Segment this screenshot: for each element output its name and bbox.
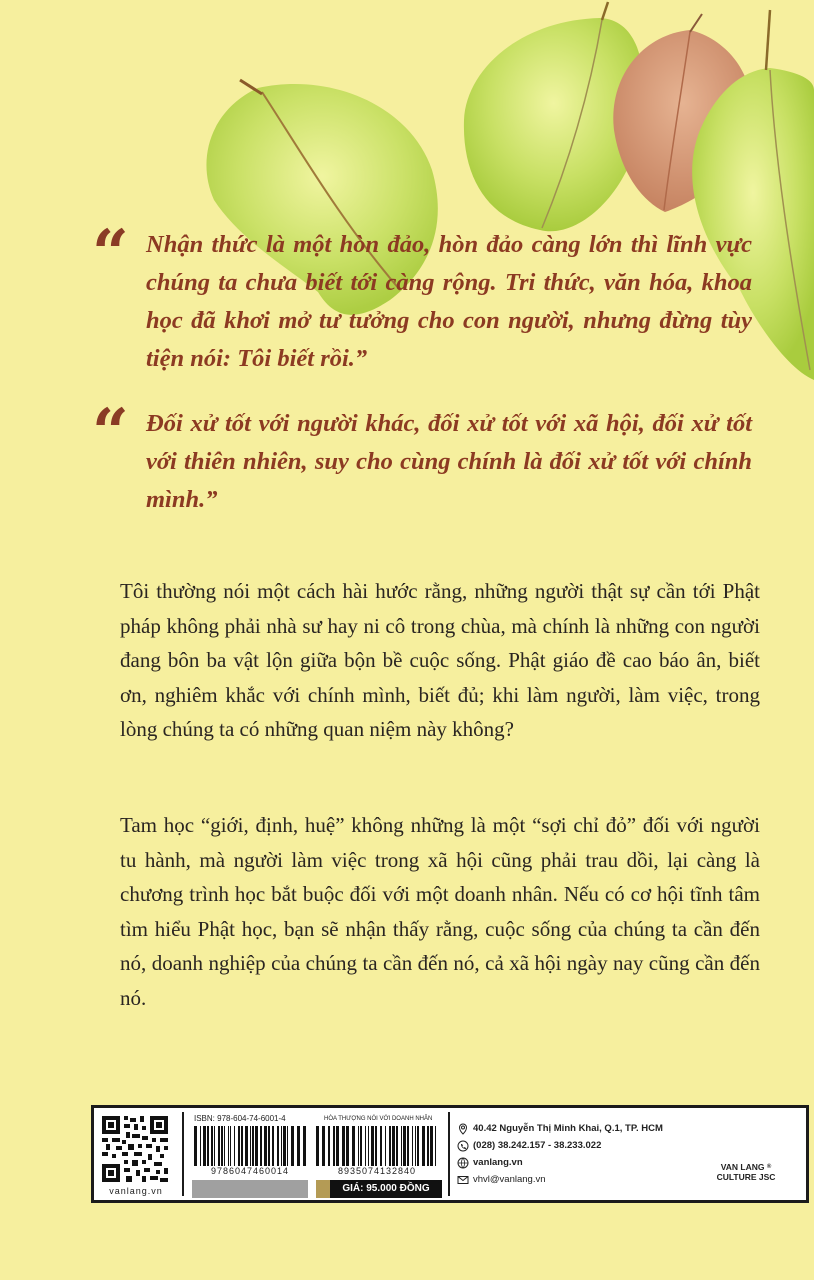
globe-icon [456,1157,470,1169]
body-paragraph-2: Tam học “giới, định, huệ” không những là một “sợi chỉ đỏ” đối với người tu hành, mà người làm việc trong xã hội cũng phải trau dồi, lại càng là chương trình học bắt buộc đối với một doanh nhân. Nếu có cơ hội tĩnh tâm tìm hiểu Phật học, bạn sẽ nhận thấy rằng, cuộc sống của chúng ta cần đến nó, doanh nghiệp của chúng ta cần đến nó, cả xã hội ngày nay cũng cần đến nó. [120,813,760,1010]
qr-url: vanlang.vn [109,1186,163,1196]
publisher-logo: VAN LANG ® CULTURE JSC [716,1162,776,1182]
barcode-info-box [91,1105,809,1203]
quote-block-2 [92,395,752,519]
email-text[interactable]: vhvl@vanlang.vn [473,1174,546,1185]
grey-bar [192,1180,308,1198]
price-label: GIÁ: 95.000 ĐỒNG [330,1180,442,1198]
body-paragraph-1: Tôi thường nói một cách hài hước rằng, những người thật sự cần tới Phật pháp không phải nhà sư hay ni cô trong chùa, mà chính là những con người đang bôn ba vật lộn giữa bộn bề cuộc sống. Phật giáo đề cao báo ân, biết ơn, nghiêm khắc với chính mình, biết đủ; khi làm người, làm việc, trong lòng chúng ta có những quan niệm này không? [120,579,760,742]
publisher-contacts [456,1120,686,1188]
address-row [456,1120,686,1137]
isbn-label: ISBN: 978-604-74-6001-4 [194,1114,286,1123]
address-text: 40.42 Nguyễn Thị Minh Khai, Q.1, TP. HCM [473,1123,663,1134]
quote-mark: “ [92,216,129,291]
mail-icon [456,1174,470,1186]
phone-text: (028) 38.242.157 - 38.233.022 [473,1140,602,1151]
quote-text: Nhận thức là một hòn đảo, hòn đảo càng lớn thì lĩnh vực chúng ta chưa biết tới càng rộng. Tri thức, văn hóa, khoa học đã khơi mở tư tưởng cho con người, nhưng đừng tùy tiện nói: Tôi biết rồi.” [146,231,752,372]
isbn-barcode-digits: 9786047460014 [192,1166,308,1176]
map-pin-icon [456,1123,470,1135]
website-row [456,1154,686,1171]
phone-row [456,1137,686,1154]
divider [182,1112,184,1196]
divider [448,1112,450,1196]
quote-block-1 [92,216,752,378]
title-label: HÒA THƯỢNG NÓI VỚI DOANH NHÂN [324,1116,433,1122]
tan-bar [316,1180,330,1198]
product-barcode-digits: 8935074132840 [314,1166,440,1176]
website-text[interactable]: vanlang.vn [473,1157,523,1168]
qr-code-icon [102,1116,168,1182]
phone-icon [456,1140,470,1152]
email-row [456,1171,686,1188]
quote-mark: “ [92,395,129,470]
quote-text: Đối xử tốt với người khác, đối xử tốt với xã hội, đối xử tốt với thiên nhiên, suy cho cùng chính là đối xử tốt với chính mình.” [146,410,752,513]
